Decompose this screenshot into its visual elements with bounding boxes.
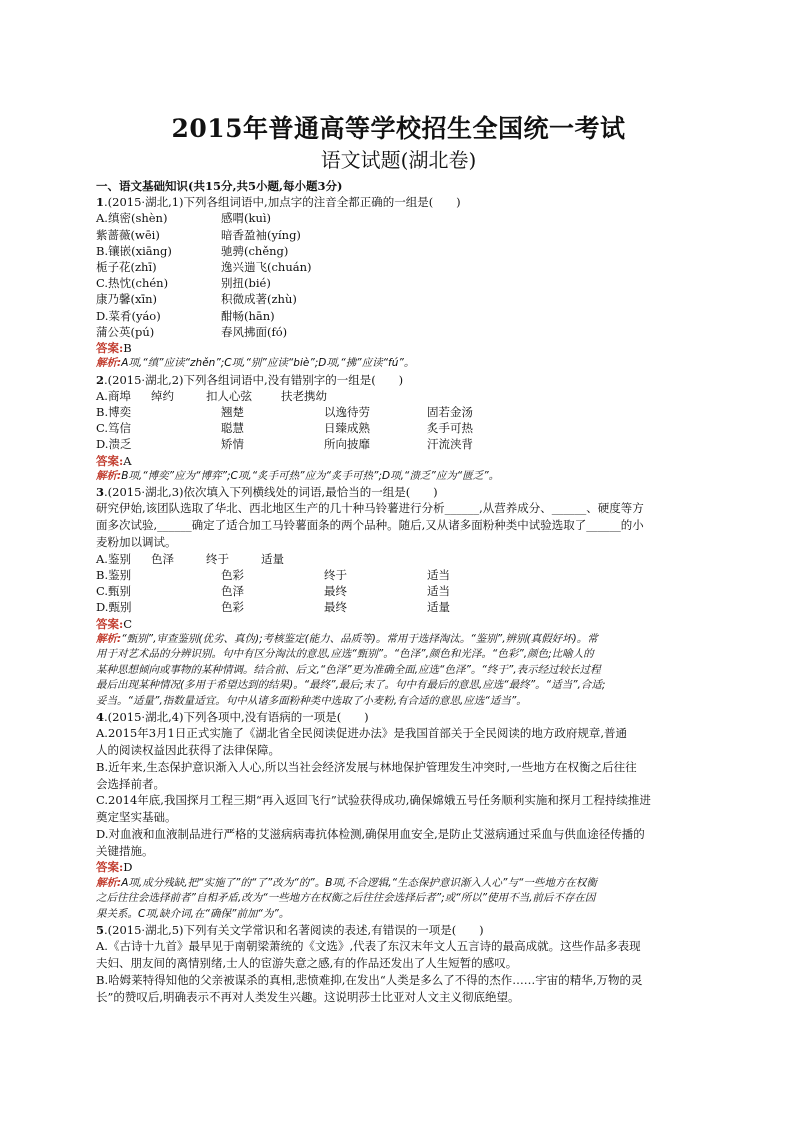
option-cell: 色彩 <box>221 568 244 583</box>
option-cell: 最终 <box>324 600 347 615</box>
option-row <box>96 420 701 436</box>
question-5-stem <box>96 922 701 938</box>
option-cell: 适量 <box>261 551 284 566</box>
explanation-text: A项,成分残缺,把“实施了”的“了”改为“的”。B项,不合逻辑,“生态保护意识渐入人心”与“一些地方在权衡 <box>121 876 597 889</box>
option-row <box>96 436 701 452</box>
option-cell: 暗香盈袖(yíng) <box>221 227 301 242</box>
answer-line <box>96 453 701 469</box>
question-text: .(2015·湖北,3)依次填入下列横线处的词语,最恰当的一组是( ) <box>104 485 438 500</box>
explanation <box>96 632 701 647</box>
answer-line <box>96 859 701 875</box>
option-cell: 所向披靡 <box>324 437 370 452</box>
option-cell: 终于 <box>206 551 229 566</box>
option-cell: 日臻成熟 <box>324 421 370 436</box>
option-line: 奠定坚实基础。 <box>96 810 177 825</box>
option-row <box>96 599 701 615</box>
page-subtitle: 语文试题(湖北卷) <box>320 148 477 172</box>
question-2-stem <box>96 372 701 388</box>
explanation <box>96 876 701 891</box>
option-cell: 固若金汤 <box>427 405 473 420</box>
option-cell: A.鉴别 <box>96 551 131 566</box>
option-row <box>96 259 701 275</box>
option-cell: 逸兴遄飞(chuán) <box>221 260 312 275</box>
explanation <box>96 356 701 371</box>
option-row <box>96 567 701 583</box>
option-row <box>96 227 701 243</box>
answer-line <box>96 340 701 356</box>
option-row <box>96 388 701 404</box>
answer-value: A <box>123 453 132 468</box>
option-cell: 积微成著(zhù) <box>221 292 297 307</box>
option-cell: 紫蔷薇(wēi) <box>96 227 160 242</box>
option-row <box>96 243 701 259</box>
answer-line <box>96 616 701 632</box>
explanation-line: 最后出现某种情况(多用于希望达到的结果)。“最终”,最后;末了。句中有最后的意思,应选“最终”。“适当”,合适; <box>96 679 606 692</box>
question-number: 1 <box>96 195 105 210</box>
option-cell: 感喟(kuì) <box>221 211 272 226</box>
question-number: 2 <box>96 372 105 387</box>
option-cell: 翘楚 <box>221 405 244 420</box>
option-cell: 终于 <box>324 568 347 583</box>
option-row <box>96 324 701 340</box>
option-cell: 色泽 <box>221 584 244 599</box>
explanation-text: B项,“博奕”应为“博弈”;C项,“炙手可热”应为“炙手可热”;D项,“溃乏”应为“匮乏”。 <box>121 469 500 482</box>
option-row <box>96 308 701 324</box>
answer-value: D <box>123 860 133 875</box>
option-cell: 适量 <box>427 600 450 615</box>
option-cell: 栀子花(zhī) <box>96 260 157 275</box>
answer-label: 答案: <box>96 860 124 875</box>
answer-label: 答案: <box>96 453 124 468</box>
option-cell: 康乃馨(xīn) <box>96 292 158 307</box>
option-cell: 适当 <box>427 584 450 599</box>
option-line: 会选择前者。 <box>96 776 165 791</box>
question-number: 4 <box>96 709 105 724</box>
option-line: 关键措施。 <box>96 843 154 858</box>
answer-label: 答案: <box>96 616 124 631</box>
question-number: 3 <box>96 485 105 500</box>
option-cell: B.博奕 <box>96 405 132 420</box>
option-cell: 蒲公英(pú) <box>96 324 155 339</box>
option-cell: 绰约 <box>151 388 174 403</box>
option-row <box>96 210 701 226</box>
explanation-line: 之后往往会选择前者”自相矛盾,改为“一些地方在权衡之后往往会选择后者”;或“所以”使用不当,前后不存在因 <box>96 892 596 905</box>
explanation-line: 妥当。“适量”,指数量适宜。句中从诸多面粉种类中选取了小麦粉,有合适的意思,应选“适当”。 <box>96 694 527 707</box>
option-cell: 炙手可热 <box>427 421 473 436</box>
explanation-label: 解析: <box>96 357 122 370</box>
option-line: 长”的赞叹后,明确表示不再对人类发生兴趣。这说明莎士比亚对人文主义彻底绝望。 <box>96 989 520 1004</box>
option-line: B.近年来,生态保护意识渐入人心,所以当社会经济发展与林地保护管理发生冲突时,一些地方在权衡之后往往 <box>96 759 637 774</box>
explanation-line: 某种思想倾向或事物的某种情调。结合前、后文,“色泽”更为准确全面,应选“色泽”。“终于”,表示经过较长过程 <box>96 663 601 676</box>
option-cell: C.热忱(chén) <box>96 276 169 291</box>
option-row <box>96 291 701 307</box>
question-text: .(2015·湖北,5)下列有关文学常识和名著阅读的表述,有错误的一项是( ) <box>104 922 484 937</box>
option-cell: 扶老携幼 <box>281 388 327 403</box>
question-3-stem <box>96 484 701 500</box>
question-text: .(2015·湖北,4)下列各项中,没有语病的一项是( ) <box>104 709 369 724</box>
option-cell: D.溃乏 <box>96 437 132 452</box>
option-cell: C.甄别 <box>96 584 132 599</box>
question-text: .(2015·湖北,1)下列各组词语中,加点字的注音全都正确的一组是( ) <box>104 195 461 210</box>
explanation-text: “甄别”,审查鉴别(优劣、真伪);考核鉴定(能力、品质等)。常用于选择淘汰。“鉴别”,辨别(真假好坏)。常 <box>121 632 598 645</box>
explanation-line: 果关系。C项,缺介词,在“确保”前加“为”。 <box>96 907 290 920</box>
option-cell: D.菜肴(yáo) <box>96 308 161 323</box>
option-cell: B.镶嵌(xiāng) <box>96 243 172 258</box>
answer-value: B <box>123 341 132 356</box>
option-cell: 汗流浃背 <box>427 437 473 452</box>
explanation <box>96 469 701 484</box>
option-row <box>96 404 701 420</box>
explanation-label: 解析: <box>96 876 122 889</box>
option-line: 人的阅读权益因此获得了法律保障。 <box>96 742 280 757</box>
option-cell: 酣畅(hān) <box>221 308 275 323</box>
option-row <box>96 583 701 599</box>
option-row <box>96 275 701 291</box>
option-line: A.《古诗十九首》最早见于南朝梁萧统的《文选》,代表了东汉末年文人五言诗的最高成就。这些作品多表现 <box>96 939 641 954</box>
option-cell: 适当 <box>427 568 450 583</box>
option-line: D.对血液和血液制品进行严格的艾滋病病毒抗体检测,确保用血安全,是防止艾滋病通过采血与供血途径传播的 <box>96 826 645 841</box>
option-cell: A.缜密(shèn) <box>96 211 168 226</box>
answer-label: 答案: <box>96 341 124 356</box>
option-line: B.哈姆莱特得知他的父亲被谋杀的真相,悲愤难抑,在发出“人类是多么了不得的杰作……宇宙的精华,万物的灵 <box>96 972 643 987</box>
option-cell: 最终 <box>324 584 347 599</box>
option-line: C.2014年底,我国探月工程三期“再入返回飞行”试验获得成功,确保嫦娥五号任务顺利实施和探月工程持续推进 <box>96 793 651 808</box>
option-cell: D.甄别 <box>96 600 132 615</box>
question-1-stem <box>96 194 701 210</box>
option-cell: 矫情 <box>221 437 244 452</box>
explanation-label: 解析: <box>96 469 122 482</box>
option-line: A.2015年3月1日正式实施了《湖北省全民阅读促进办法》是我国首部关于全民阅读的地方政府规章,普通 <box>96 726 628 741</box>
exam-page <box>96 112 701 1005</box>
passage-line: 麦粉加以调试。 <box>96 535 177 550</box>
page-title: 2015年普通高等学校招生全国统一考试 <box>171 114 626 143</box>
option-row <box>96 551 701 567</box>
explanation-line: 用于对艺术品的分辨识别。句中有区分淘汰的意思,应选“甄别”。“色泽”,颜色和光泽。“色彩”,颜色;比喻人的 <box>96 648 594 661</box>
passage-line: 面多次试验,______确定了适合加工马铃薯面条的两个品种。随后,又从诸多面粉种类中试验选取了______的小 <box>96 518 644 533</box>
option-cell: 聪慧 <box>221 421 244 436</box>
option-cell: 色彩 <box>221 600 244 615</box>
option-cell: 别扭(bié) <box>221 276 271 291</box>
answer-value: C <box>123 616 133 631</box>
passage-line: 研究伊始,该团队选取了华北、西北地区生产的几十种马铃薯进行分析______,从营养成分、______、硬度等方 <box>96 501 644 516</box>
question-4-stem <box>96 709 701 725</box>
option-cell: A.商埠 <box>96 388 131 403</box>
question-number: 5 <box>96 922 105 937</box>
option-cell: 春风拂面(fó) <box>221 324 288 339</box>
option-cell: B.鉴别 <box>96 568 132 583</box>
option-cell: 以逸待劳 <box>324 405 370 420</box>
section-heading: 一、语文基础知识(共15分,共5小题,每小题3分) <box>96 179 343 193</box>
explanation-text: A项,“缜”应读“zhěn”;C项,“别”应读“biè”;D项,“拂”应读“fú”。 <box>121 357 415 370</box>
option-cell: 扣人心弦 <box>206 388 252 403</box>
option-cell: 驰骋(chěng) <box>221 243 289 258</box>
question-text: .(2015·湖北,2)下列各组词语中,没有错别字的一组是( ) <box>104 372 404 387</box>
option-line: 夫妇、朋友间的离情别绪,士人的宦游失意之感,有的作品还发出了人生短暂的感叹。 <box>96 955 518 970</box>
option-cell: C.笃信 <box>96 421 132 436</box>
explanation-label: 解析: <box>96 632 122 645</box>
option-cell: 色泽 <box>151 551 174 566</box>
